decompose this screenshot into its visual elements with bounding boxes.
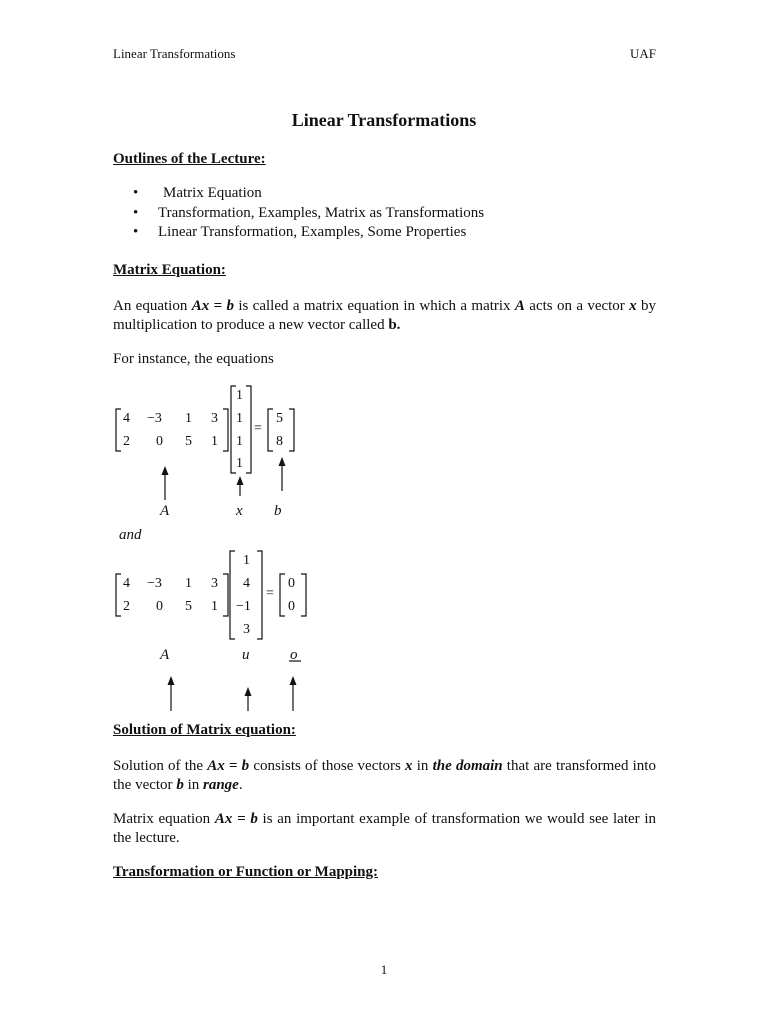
- result-entry: 0: [288, 599, 295, 614]
- vector-entry: 4: [243, 576, 250, 591]
- text-run: acts on a vector: [524, 298, 630, 314]
- bracket-left: [116, 574, 121, 616]
- conjunction-and: and: [119, 527, 142, 543]
- text-run: is called a matrix equation in which a matrix: [233, 298, 515, 314]
- matrix-entry: 5: [185, 599, 192, 614]
- matrix-entry: 4: [123, 576, 130, 591]
- math-expression: b.: [388, 317, 401, 333]
- math-expression: x: [629, 298, 637, 314]
- result-entry: 5: [276, 411, 283, 426]
- vector-entry: 1: [236, 434, 243, 449]
- text-run: consists of those vectors: [249, 758, 406, 774]
- bracket-right: [257, 551, 262, 639]
- arrowhead: [168, 676, 175, 685]
- for-instance-text: For instance, the equations: [113, 351, 274, 367]
- matrix-entry: 0: [156, 599, 163, 614]
- bracket-left: [116, 409, 121, 451]
- math-expression: Ax = b: [191, 298, 234, 314]
- arrowhead: [237, 476, 244, 485]
- outline-item: • Transformation, Examples, Matrix as Transformations: [113, 205, 484, 225]
- equals-sign: =: [266, 586, 274, 601]
- label-matrix-a: A: [160, 503, 170, 519]
- vector-entry: 1: [236, 456, 243, 471]
- label-vector-x: x: [236, 503, 243, 519]
- matrix-entry: 2: [123, 434, 130, 449]
- bracket-left: [230, 551, 235, 639]
- matrix-entry: 2: [123, 599, 130, 614]
- bracket-left: [268, 409, 273, 451]
- bracket-left: [280, 574, 285, 616]
- bracket-right: [289, 409, 294, 451]
- document-title: Linear Transformations: [291, 110, 477, 130]
- running-header-right: UAF: [629, 46, 656, 61]
- solution-heading: Solution of Matrix equation:: [113, 722, 296, 738]
- matrix-entry: 1: [185, 576, 192, 591]
- label-vector-u: u: [242, 647, 250, 663]
- matrix-equation-heading: Matrix Equation:: [113, 262, 226, 278]
- outline-item: • Linear Transformation, Examples, Some Properties: [113, 224, 484, 244]
- text-run: An equation: [113, 298, 192, 314]
- math-expression: b: [176, 777, 184, 793]
- text-run: is an important example of transformation we would see later in the lecture.: [113, 811, 657, 846]
- matrix-entry: −3: [147, 576, 162, 591]
- bracket-right: [301, 574, 306, 616]
- emphasis-text: the domain: [432, 758, 503, 774]
- vector-entry: −1: [236, 599, 251, 614]
- text-run: Matrix equation: [113, 811, 215, 827]
- matrix-entry: 1: [211, 599, 218, 614]
- label-matrix-a: A: [160, 647, 170, 663]
- matrix-entry: 3: [211, 411, 218, 426]
- arrowhead: [279, 457, 286, 466]
- matrix-entry: 1: [185, 411, 192, 426]
- text-run: that are transformed into the vector: [113, 758, 656, 793]
- matrix-entry: 0: [156, 434, 163, 449]
- result-entry: 8: [276, 434, 283, 449]
- transformation-example-paragraph: [113, 810, 656, 848]
- text-run: in: [183, 777, 203, 793]
- running-header-left: Linear Transformations: [113, 46, 236, 61]
- math-expression: Ax = b: [207, 758, 250, 774]
- equals-sign: =: [254, 421, 262, 436]
- arrowhead: [245, 687, 252, 696]
- math-expression: Ax = b: [214, 811, 258, 827]
- matrix-entry: 1: [211, 434, 218, 449]
- text-run: by multiplication to produce a new vector called: [113, 298, 657, 333]
- vector-entry: 1: [236, 388, 243, 403]
- page-number: 1: [380, 962, 388, 977]
- label-vector-o: o: [290, 647, 298, 663]
- arrowhead: [290, 676, 297, 685]
- vector-entry: 1: [243, 553, 250, 568]
- vector-entry: 1: [236, 411, 243, 426]
- matrix-entry: 3: [211, 576, 218, 591]
- bracket-right: [223, 409, 228, 451]
- vector-entry: 3: [243, 622, 250, 637]
- result-entry: 0: [288, 576, 295, 591]
- math-expression: A: [514, 298, 525, 314]
- outline-heading: Outlines of the Lecture:: [113, 151, 266, 167]
- matrix-entry: 4: [123, 411, 130, 426]
- solution-paragraph: [113, 757, 656, 795]
- emphasis-text: range: [202, 777, 239, 793]
- matrix-entry: 5: [185, 434, 192, 449]
- bracket-right: [223, 574, 228, 616]
- arrowhead: [162, 466, 169, 475]
- text-run: Solution of the: [113, 758, 208, 774]
- text-run: .: [238, 777, 243, 793]
- math-expression: x: [405, 758, 413, 774]
- outline-item: • Matrix Equation: [113, 185, 484, 205]
- matrix-entry: −3: [147, 411, 162, 426]
- label-vector-b: b: [274, 503, 282, 519]
- bracket-right: [246, 386, 251, 473]
- transformation-heading: Transformation or Function or Mapping:: [113, 864, 379, 880]
- text-run: in: [412, 758, 433, 774]
